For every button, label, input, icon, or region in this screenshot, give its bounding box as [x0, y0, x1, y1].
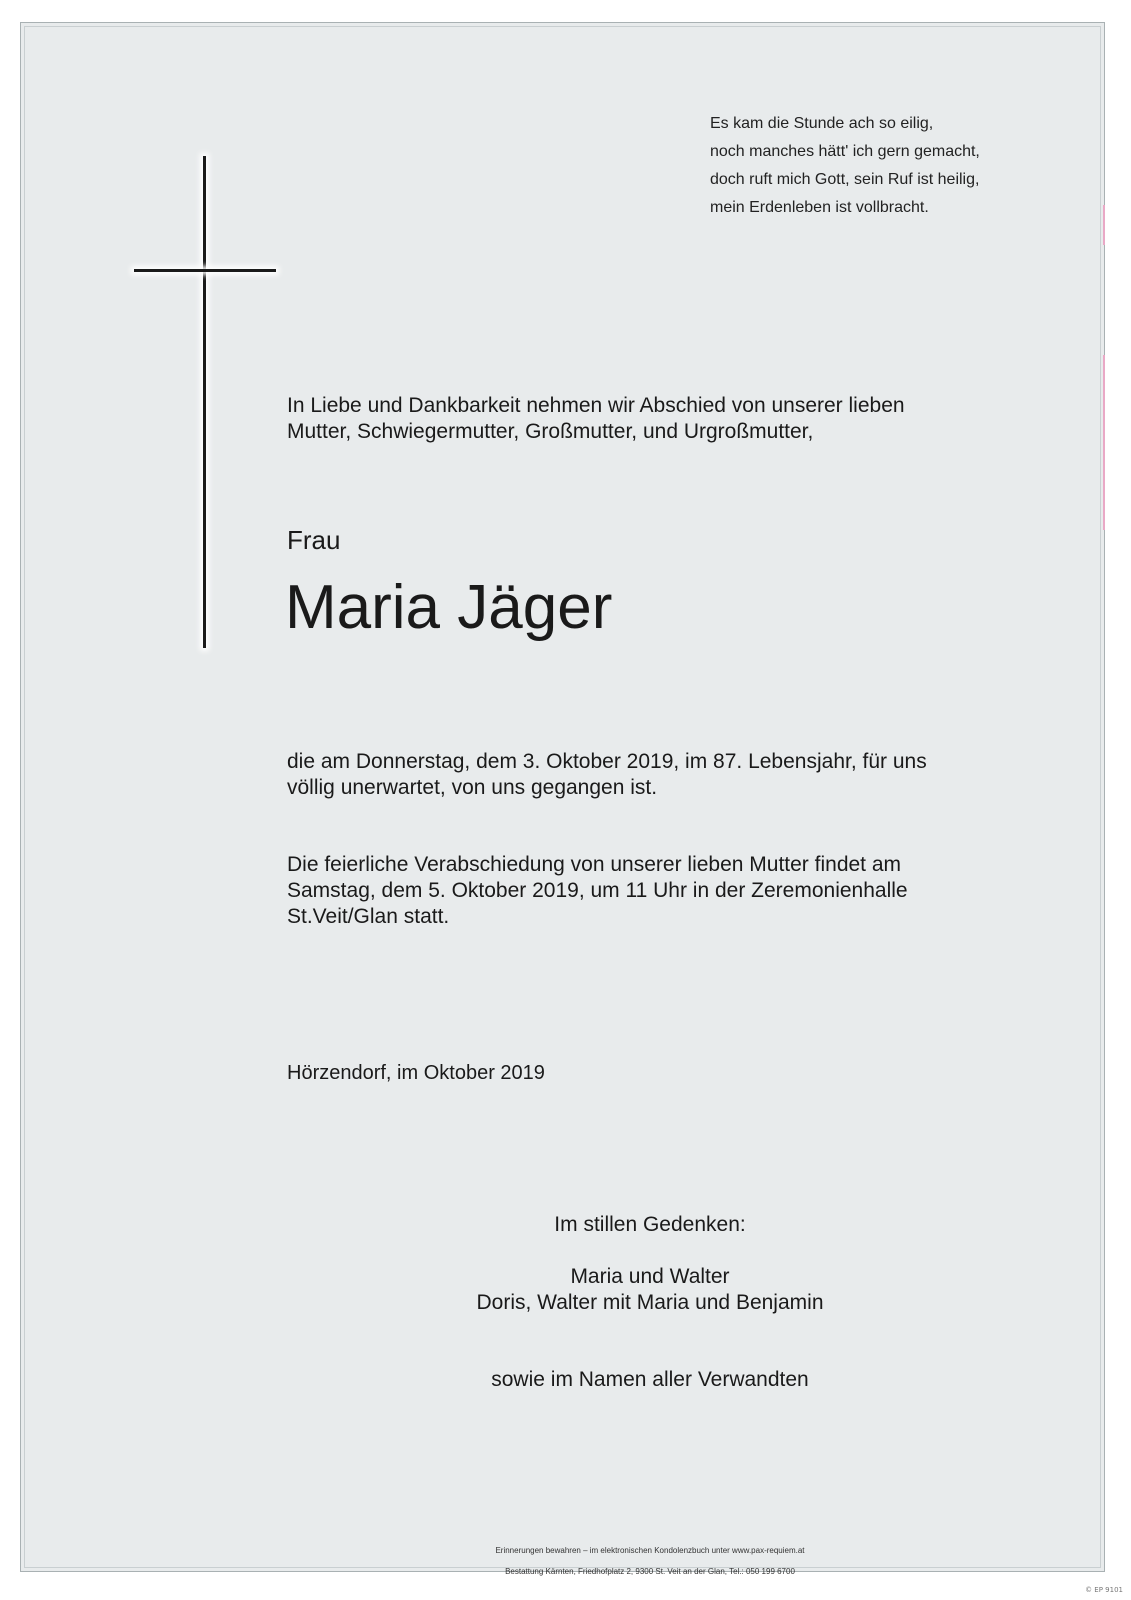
- place-date: Hörzendorf, im Oktober 2019: [287, 1062, 545, 1084]
- intro-text: [287, 393, 905, 445]
- mourners-heading: Im stillen Gedenken:: [554, 1213, 746, 1236]
- farewell-line: St.Veit/Glan statt.: [287, 905, 450, 928]
- poem-line: doch ruft mich Gott, sein Ruf ist heilig,: [710, 171, 980, 188]
- farewell-line: Samstag, dem 5. Oktober 2019, um 11 Uhr in der Zeremonienhalle: [287, 879, 908, 902]
- corner-code: © EP 9101: [1085, 1586, 1123, 1594]
- deceased-name: Maria Jäger: [285, 573, 613, 642]
- poem: [710, 110, 1070, 222]
- farewell-notice: [287, 852, 908, 930]
- cross-horizontal-beam: [134, 269, 276, 272]
- mourners-names: [300, 1264, 1000, 1316]
- footer-address-line: Bestattung Kärnten, Friedhofplatz 2, 9300 St. Veit an der Glan, Tel.: 050 199 6700: [505, 1567, 795, 1576]
- intro-line: In Liebe und Dankbarkeit nehmen wir Abschied von unserer lieben: [287, 394, 905, 417]
- mourner-name: Doris, Walter mit Maria und Benjamin: [476, 1291, 824, 1314]
- poem-line: noch manches hätt' ich gern gemacht,: [710, 143, 980, 160]
- footer-condolence-line: Erinnerungen bewahren – im elektronischen Kondolenzbuch unter www.pax-requiem.at: [495, 1546, 805, 1555]
- death-notice-line: völlig unerwartet, von uns gegangen ist.: [287, 776, 658, 799]
- edge-mark-top: [1103, 205, 1105, 245]
- cross-vertical-beam: [203, 156, 206, 648]
- mourners-relatives: sowie im Namen aller Verwandten: [491, 1368, 809, 1391]
- mourner-name: Maria und Walter: [570, 1265, 730, 1288]
- salutation: Frau: [287, 525, 341, 555]
- poem-line: mein Erdenleben ist vollbracht.: [710, 199, 929, 216]
- intro-line: Mutter, Schwiegermutter, Großmutter, und Urgroßmutter,: [287, 420, 814, 443]
- death-notice: [287, 749, 927, 801]
- death-notice-line: die am Donnerstag, dem 3. Oktober 2019, im 87. Lebensjahr, für uns: [287, 750, 927, 773]
- poem-line: Es kam die Stunde ach so eilig,: [710, 115, 934, 132]
- edge-mark-bottom: [1103, 355, 1105, 530]
- farewell-line: Die feierliche Verabschiedung von unserer lieben Mutter findet am: [287, 853, 902, 876]
